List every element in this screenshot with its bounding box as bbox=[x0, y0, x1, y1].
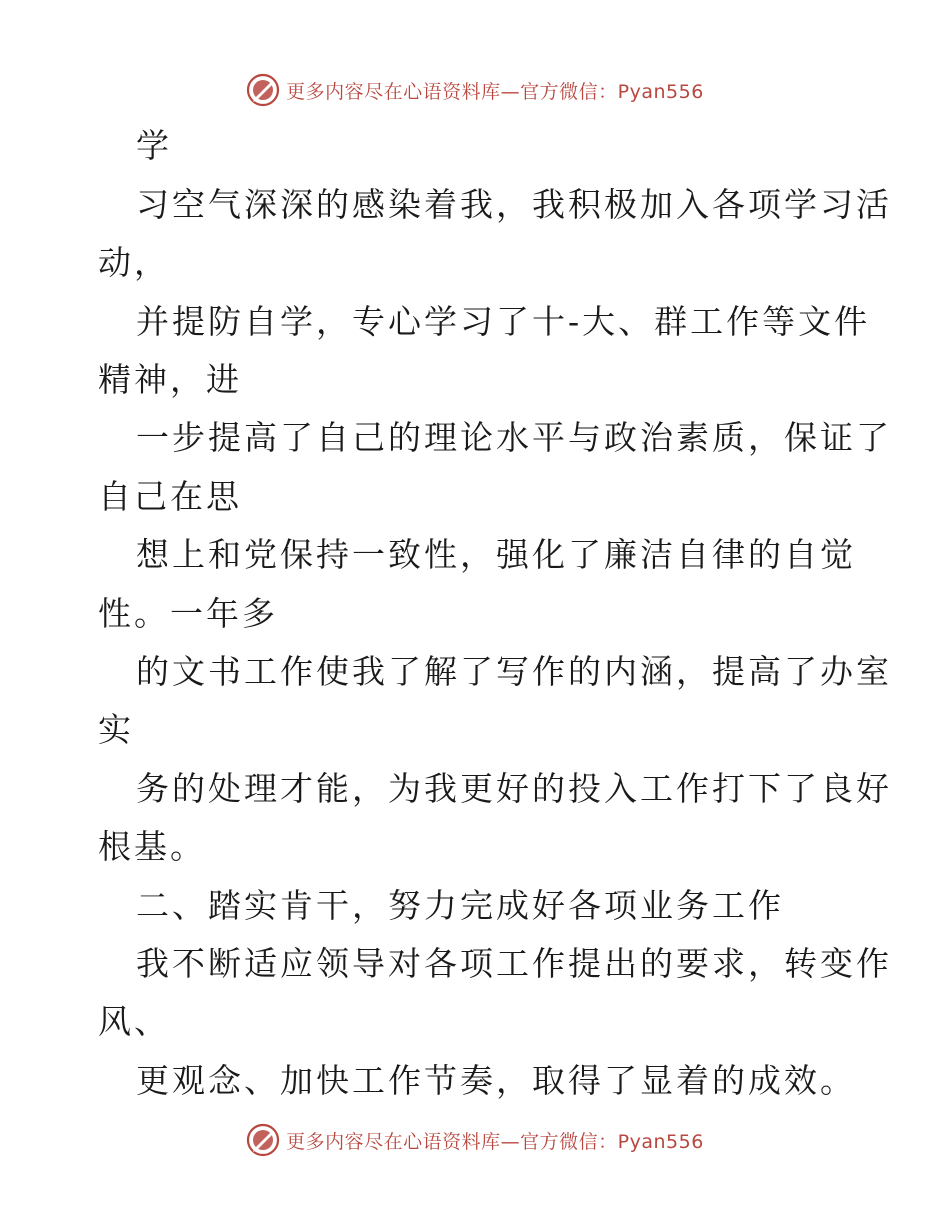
text-line: 务的处理才能，为我更好的投入工作打下了良好 bbox=[136, 769, 892, 808]
text-line: 自己在思 bbox=[98, 477, 242, 516]
text-line: 我不断适应领导对各项工作提出的要求，转变作 bbox=[136, 944, 892, 983]
header-banner-text: 更多内容尽在心语资料库—官方微信：Pyan556 bbox=[286, 80, 704, 103]
text-line: 学 bbox=[136, 126, 172, 165]
text-line: 性。一年多 bbox=[98, 594, 278, 633]
text-line: 动， bbox=[98, 243, 170, 282]
text-line: 的文书工作使我了解了写作的内涵，提高了办室 bbox=[136, 652, 892, 691]
header-banner bbox=[0, 70, 950, 110]
text-line: 精神，进 bbox=[98, 360, 242, 399]
footer-banner bbox=[0, 1120, 950, 1160]
text-line: 习空气深深的感染着我，我积极加入各项学习活 bbox=[136, 185, 892, 224]
text-line: 并提防自学，专心学习了十-大、群工作等文件 bbox=[136, 302, 871, 341]
text-line: 更观念、加快工作节奏，取得了显着的成效。 bbox=[136, 1061, 856, 1100]
section-heading: 二、踏实肯干，努力完成好各项业务工作 bbox=[136, 886, 784, 925]
text-line: 风、 bbox=[98, 1002, 170, 1041]
pen-logo-icon bbox=[246, 1123, 280, 1157]
text-line: 实 bbox=[98, 710, 134, 749]
text-line: 一步提高了自己的理论水平与政治素质，保证了 bbox=[136, 418, 892, 457]
footer-banner-text: 更多内容尽在心语资料库—官方微信：Pyan556 bbox=[286, 1130, 704, 1153]
text-line: 根基。 bbox=[98, 827, 206, 866]
pen-logo-icon bbox=[246, 73, 280, 107]
text-line: 想上和党保持一致性，强化了廉洁自律的自觉 bbox=[136, 535, 856, 574]
